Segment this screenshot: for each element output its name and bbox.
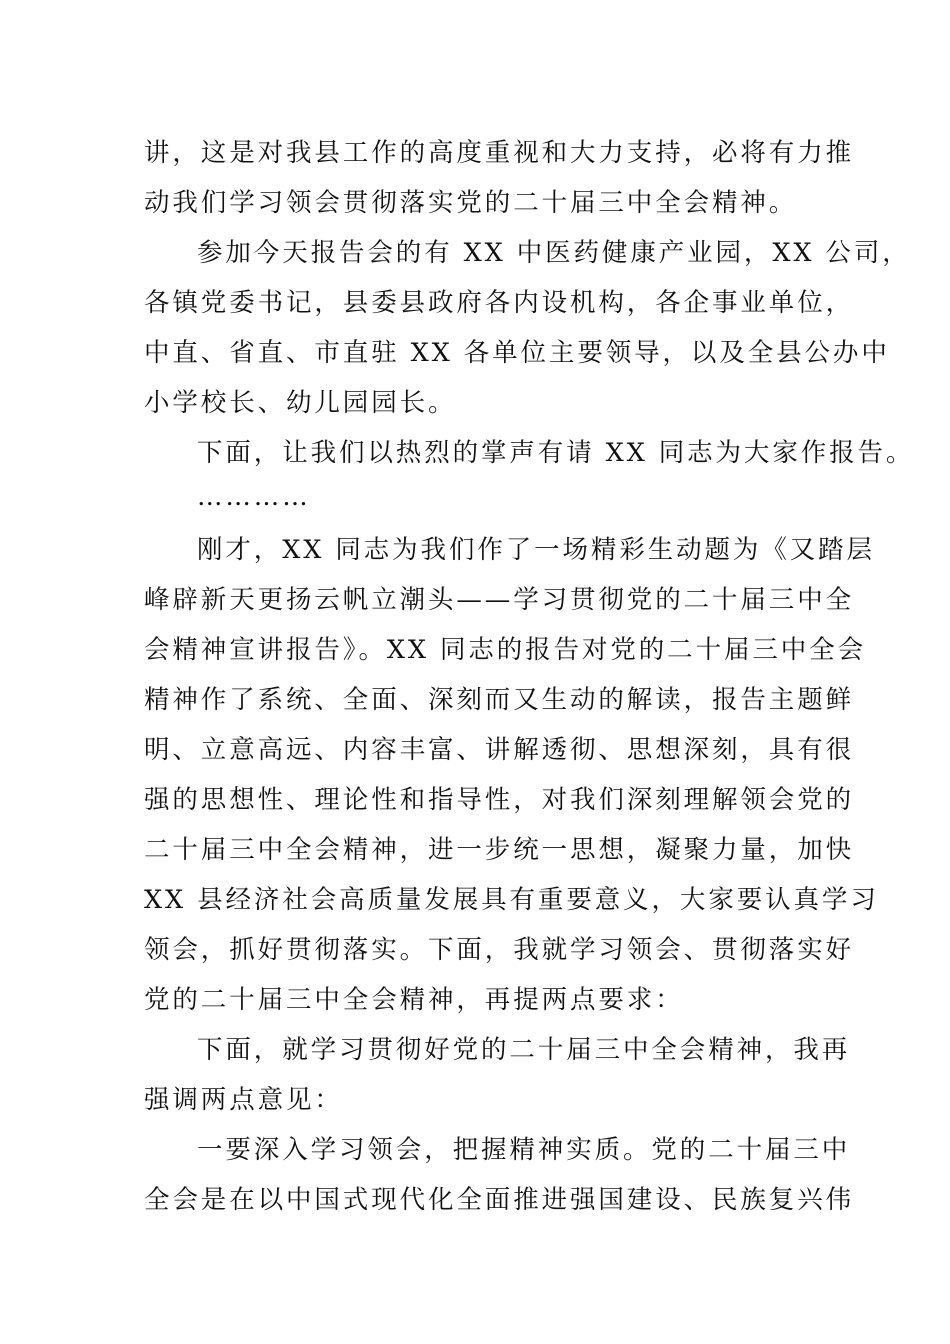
paragraph-start: 一要深入学习领会，把握精神实质。党的二十届三中: [197, 1135, 851, 1165]
text-line: 峰辟新天更扬云帆立潮头——学习贯彻党的二十届三中全: [144, 585, 855, 615]
paragraph-start: 刚才，XX 同志为我们作了一场精彩生动题为《又踏层: [197, 535, 875, 565]
text-line: 中直、省直、市直驻 XX 各单位主要领导，以及全县公办中: [144, 338, 890, 368]
text-line: 小学校长、幼儿园园长。: [144, 388, 457, 418]
text-line: 各镇党委书记，县委县政府各内设机构，各企事业单位，: [144, 288, 855, 318]
paragraph-start: 下面，让我们以热烈的掌声有请 XX 同志为大家作报告。: [197, 438, 915, 468]
paragraph-start: 参加今天报告会的有 XX 中医药健康产业园，XX 公司，: [197, 238, 911, 268]
text-line: 讲，这是对我县工作的高度重视和大力支持，必将有力推: [144, 138, 855, 168]
text-line: 动我们学习领会贯彻落实党的二十届三中全会精神。: [144, 188, 798, 218]
text-line: 领会，抓好贯彻落实。下面，我就学习领会、贯彻落实好: [144, 935, 855, 965]
text-line: 明、立意高远、内容丰富、讲解透彻、思想深刻，具有很: [144, 735, 855, 765]
text-line: 二十届三中全会精神，进一步统一思想，凝聚力量，加快: [144, 835, 855, 865]
text-line: 会精神宣讲报告》。XX 同志的报告对党的二十届三中全会: [144, 635, 866, 665]
ellipsis-line: …………: [197, 482, 311, 512]
paragraph-start: 下面，就学习贯彻好党的二十届三中全会精神，我再: [197, 1035, 851, 1065]
text-line: 强调两点意见：: [144, 1085, 343, 1115]
text-line: 全会是在以中国式现代化全面推进强国建设、民族复兴伟: [144, 1185, 855, 1215]
text-line: XX 县经济社会高质量发展具有重要意义，大家要认真学习: [144, 885, 879, 915]
text-line: 强的思想性、理论性和指导性，对我们深刻理解领会党的: [144, 785, 855, 815]
text-line: 精神作了系统、全面、深刻而又生动的解读，报告主题鲜: [144, 685, 855, 715]
text-line: 党的二十届三中全会精神，再提两点要求：: [144, 985, 684, 1015]
